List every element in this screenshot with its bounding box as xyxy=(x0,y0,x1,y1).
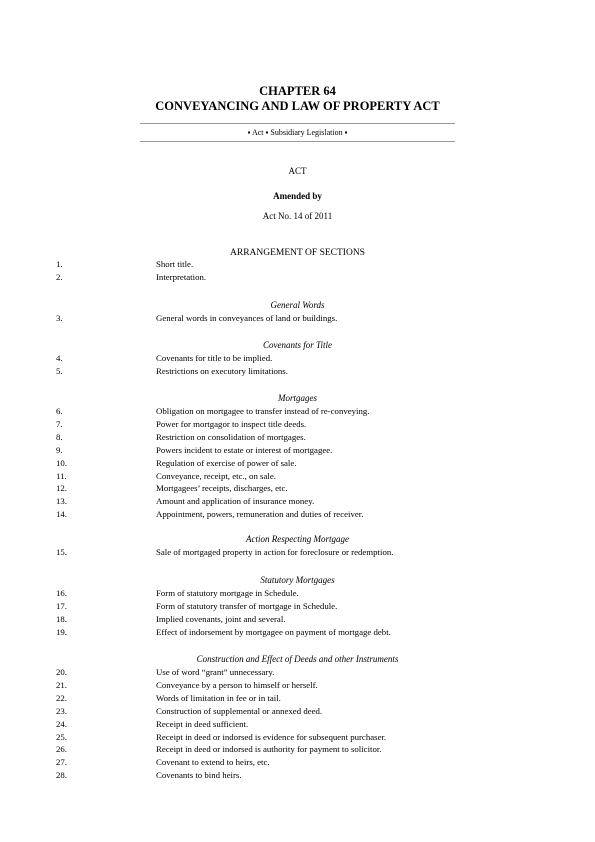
bottom-divider xyxy=(140,141,455,142)
section-title: Conveyance, receipt, etc., on sale. xyxy=(156,470,276,481)
section-number: 2. xyxy=(56,271,63,282)
section-entry[interactable] xyxy=(0,470,595,483)
section-entry[interactable] xyxy=(0,679,595,692)
section-title: Interpretation. xyxy=(156,271,207,282)
section-entry[interactable] xyxy=(0,756,595,769)
section-entry[interactable] xyxy=(0,457,595,470)
chapter-number: CHAPTER 64 xyxy=(259,84,336,98)
act-title: CONVEYANCING AND LAW OF PROPERTY ACT xyxy=(155,99,440,113)
section-title: Covenants for title to be implied. xyxy=(156,353,273,363)
section-number: 25. xyxy=(56,731,67,742)
section-title: Conveyance by a person to himself or herself. xyxy=(156,679,318,690)
section-entry[interactable] xyxy=(0,769,595,782)
section-title: Receipt in deed sufficient. xyxy=(156,718,249,729)
bullet-icon: ▪ xyxy=(247,128,251,137)
section-title: Regulation of exercise of power of sale. xyxy=(156,457,297,468)
top-divider xyxy=(140,123,455,124)
section-title: Short title. xyxy=(156,259,194,269)
section-title: Appointment, powers, remuneration and duties of receiver. xyxy=(156,509,364,520)
navigation-links xyxy=(0,128,595,138)
section-title: Construction of supplemental or annexed deed. xyxy=(156,705,323,716)
bullet-icon: ▪ xyxy=(344,128,348,137)
section-number: 5. xyxy=(56,365,63,376)
section-entry[interactable] xyxy=(0,508,595,521)
section-title: Covenants to bind heirs. xyxy=(156,770,242,781)
section-number: 13. xyxy=(56,496,67,507)
section-entry[interactable] xyxy=(0,405,595,418)
section-entry[interactable] xyxy=(0,626,595,639)
section-title: Use of word “grant” unnecessary. xyxy=(156,667,275,677)
section-number: 17. xyxy=(56,600,67,611)
section-number: 19. xyxy=(56,626,67,637)
section-entry[interactable] xyxy=(0,546,595,559)
section-number: 24. xyxy=(56,718,67,729)
section-title: Implied covenants, joint and several. xyxy=(156,613,286,624)
section-title: Obligation on mortgagee to transfer instead of re-conveying. xyxy=(156,406,370,416)
section-number: 12. xyxy=(56,483,67,494)
section-title: Restrictions on executory limitations. xyxy=(156,365,288,376)
section-entry[interactable] xyxy=(0,312,595,325)
section-title: Receipt in deed or indorsed is evidence for subsequent purchaser. xyxy=(156,731,387,742)
section-title: Form of statutory mortgage in Schedule. xyxy=(156,588,299,598)
section-entry[interactable] xyxy=(0,444,595,457)
section-number: 23. xyxy=(56,705,67,716)
section-group-title: General Words xyxy=(270,300,325,310)
section-title: Amount and application of insurance money. xyxy=(156,496,315,507)
section-entry[interactable] xyxy=(0,743,595,756)
section-entry[interactable] xyxy=(0,482,595,495)
section-number: 3. xyxy=(56,313,63,323)
section-group-title: Construction and Effect of Deeds and other Instruments xyxy=(196,654,399,664)
section-number: 15. xyxy=(56,547,67,557)
section-number: 11. xyxy=(56,470,67,481)
section-title: Mortgagees’ receipts, discharges, etc. xyxy=(156,483,288,494)
section-number: 10. xyxy=(56,457,67,468)
section-entry[interactable] xyxy=(0,495,595,508)
subsidiary-legislation-link[interactable]: Subsidiary Legislation xyxy=(270,128,343,137)
section-title: Powers incident to estate or interest of mortgagee. xyxy=(156,444,333,455)
section-title: Covenant to extend to heirs, etc. xyxy=(156,757,270,768)
section-title: Receipt in deed or indorsed is authority for payment to solicitor. xyxy=(156,744,382,755)
section-number: 4. xyxy=(56,353,63,363)
section-entry[interactable] xyxy=(0,705,595,718)
arrangement-heading: ARRANGEMENT OF SECTIONS xyxy=(230,248,365,258)
section-number: 7. xyxy=(56,418,63,429)
section-number: 8. xyxy=(56,431,63,442)
section-entry[interactable] xyxy=(0,731,595,744)
section-number: 6. xyxy=(56,406,63,416)
section-title: Restriction on consolidation of mortgages. xyxy=(156,431,306,442)
section-number: 27. xyxy=(56,757,67,768)
section-number: 16. xyxy=(56,588,67,598)
section-entry[interactable] xyxy=(0,666,595,679)
section-title: Power for mortgagor to inspect title deeds. xyxy=(156,418,307,429)
act-link[interactable]: Act xyxy=(251,128,264,137)
section-entry[interactable] xyxy=(0,613,595,626)
section-group-title: Action Respecting Mortgage xyxy=(246,534,349,544)
section-group-title: Mortgages xyxy=(278,393,317,403)
section-number: 20. xyxy=(56,667,67,677)
section-number: 28. xyxy=(56,770,67,781)
section-group-title: Covenants for Title xyxy=(262,340,332,350)
section-title: General words in conveyances of land or buildings. xyxy=(156,313,338,323)
section-title: Form of statutory transfer of mortgage in Schedule. xyxy=(156,600,338,611)
section-entry[interactable] xyxy=(0,600,595,613)
section-number: 14. xyxy=(56,509,67,520)
section-title: Sale of mortgaged property in action for foreclosure or redemption. xyxy=(156,547,394,557)
section-number: 21. xyxy=(56,679,67,690)
section-number: 18. xyxy=(56,613,67,624)
section-number: 9. xyxy=(56,444,63,455)
act-label: ACT xyxy=(288,166,307,176)
section-entry[interactable] xyxy=(0,692,595,705)
section-entry[interactable] xyxy=(0,271,595,284)
bullet-icon: ▪ xyxy=(265,128,269,137)
section-entry[interactable] xyxy=(0,352,595,365)
section-group-title: Statutory Mortgages xyxy=(260,575,335,585)
amendment-reference: Act No. 14 of 2011 xyxy=(262,211,333,221)
section-entry[interactable] xyxy=(0,258,595,271)
amended-by-label: Amended by xyxy=(273,191,322,201)
section-number: 26. xyxy=(56,744,67,755)
section-title: Effect of indorsement by mortgagee on payment of mortgage debt. xyxy=(156,626,391,637)
section-number: 22. xyxy=(56,692,67,703)
section-entry[interactable] xyxy=(0,431,595,444)
section-entry[interactable] xyxy=(0,718,595,731)
section-entry[interactable] xyxy=(0,365,595,378)
section-title: Words of limitation in fee or in tail. xyxy=(156,692,281,703)
section-number: 1. xyxy=(56,259,63,269)
section-entry[interactable] xyxy=(0,418,595,431)
section-entry[interactable] xyxy=(0,587,595,600)
